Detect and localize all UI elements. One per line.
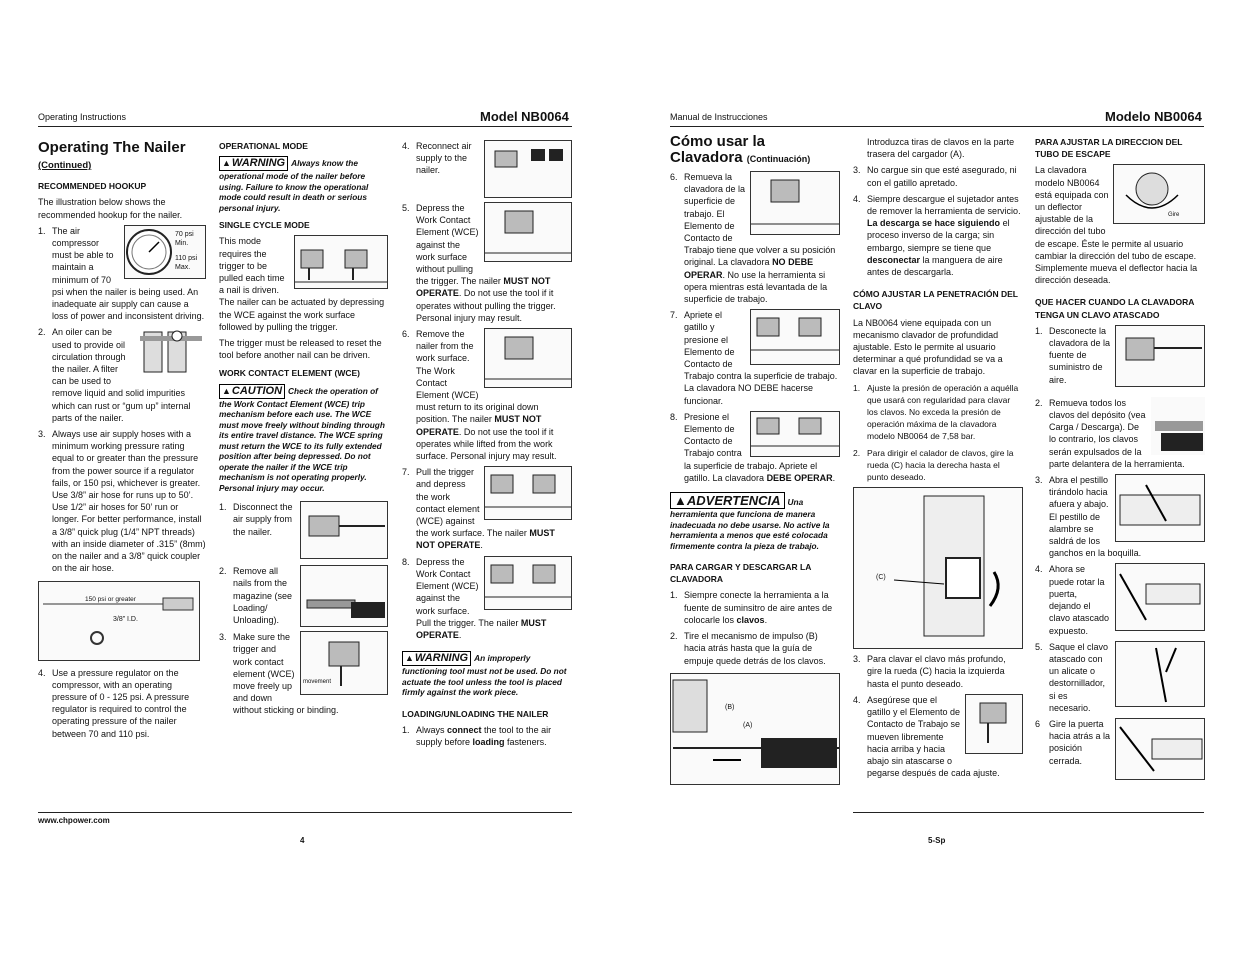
list-item: 1. Always connect the tool to the air supply before loading fasteners. <box>402 724 552 748</box>
pull-trigger-figure <box>484 466 572 520</box>
remove-nails-figure <box>300 565 388 627</box>
rec-heading: RECOMMENDED HOOKUP <box>38 181 147 192</box>
depth-intro: La NB0064 viene equipada con un mecanismo clavador de profundidad ajustable. Esto le permite al usuario determinar a qué profundidad se va a clavar en la superficie de trabajo. <box>853 317 1003 377</box>
website-link[interactable]: www.chpower.com <box>38 816 110 825</box>
hose-figure <box>38 581 200 661</box>
list-item: 1. Disconnect the air supply from the nailer. <box>219 501 388 561</box>
disconnect-figure <box>300 501 388 559</box>
page-number-right: 5-Sp <box>928 836 946 845</box>
list-item: 4. Reconnect air supply to the nailer. <box>402 140 572 198</box>
oiler-figure <box>138 326 206 378</box>
list-item: 7. Pull the trigger and depress the work contact element (WCE) against the work surface. The nailer MUST NOT OPERATE. <box>402 466 572 551</box>
gauge-figure <box>124 225 206 279</box>
presione-figure <box>750 411 840 457</box>
depth-dial-figure <box>853 487 1023 649</box>
list-item: 4. Siempre descargue el sujetador antes de remover la herramienta de servicio. La descarga se hace siguiendo el proceso inverso de la carga; sin embargo, siempre se tiene que desconectar la manguera de aire antes de descargarla. <box>853 193 1021 278</box>
list-item: 1. Desconecte la clavadora de la fuente de suministro de aire. <box>1035 325 1205 393</box>
list-item: 3. Always use air supply hoses with a minimum working pressure rating equal to or greater than the pressure from the power source if a regulator fails, or 150 psi, whichever is greater. Use 3/8” air hose for runs up to 50’. Use 1/2” air hoses for 50’ run or longer. For better performance, install a 3/8” quick plug (1/4” NPT threads) with an inside diameter of .315” (8mm) on the nailer and a 3/8” quick coupler on the air hose. <box>38 429 206 574</box>
list-item: 5. Saque el clavo atascado con un alicate o destornillador, si es necesario. <box>1035 641 1205 714</box>
list-item: 6. Remove the nailer from the work surface. The Work Contact Element (WCE) must return to its original down position. The nailer MUST NOT OPERATE. Do not use the tool if it operates while lifted from the work surface. Personal injury may result. <box>402 328 572 462</box>
list-item: 2. Para dirigir el calador de clavos, gire la rueda (C) hacia la derecha hasta el punto deseado. <box>853 447 1014 483</box>
model-title-es: Modelo NB0064 <box>1105 109 1202 124</box>
header-rule-es <box>670 126 1204 127</box>
section-title: Operating The Nailer <box>38 139 186 156</box>
rec-intro: The illustration below shows the recommended hookup for the nailer. <box>38 197 183 220</box>
remove-nailer-figure <box>484 328 572 388</box>
list-item: 1. Siempre conecte la herramienta a la fuente de suminsitro de aire antes de colocarle los clavos. <box>670 590 833 625</box>
jam-heading: QUE HACER CUANDO LA CLAVADORA TENGA UN CLAVO ATASCADO <box>1035 297 1195 320</box>
continued-label: (Continued) <box>38 160 92 171</box>
caution-triangle-icon: ▲ <box>222 385 231 396</box>
list-item: 8. Depress the Work Contact Element (WCE) against the work surface. Pull the trigger. The nailer MUST OPERATE. <box>402 556 572 641</box>
gauge-min-label: 70 psi Min. <box>175 230 194 247</box>
header-rule <box>38 126 572 127</box>
wce-warning: Check the operation of the Work Contact Element (WCE) trip mechanism before each use. The WCE must move freely without binding through its entire travel distance. The WCE spring must return the WCE to its fully extended position after being depressed. Do not operate the nailer if the WCE trip mechanism is not operating properly. Personal injury may occur. <box>219 385 385 493</box>
footer-rule-es <box>853 812 1204 813</box>
single-cycle-heading: SINGLE CYCLE MODE <box>219 220 310 231</box>
list-item: 3. Abra el pestillo tirándolo hacia afuera y abajo. El pestillo de alambre se saldrá de los ganchos en la boquilla. <box>1035 474 1205 559</box>
list-item: 2. Tire el mecanismo de impulso (B) hacia atrás hasta que la guía de empuje quede detrás de los clavos. <box>670 631 826 666</box>
label-a: (A) <box>743 721 753 729</box>
jam-remove-figure <box>1151 397 1205 455</box>
list-item: 3. Para clavar el clavo más profundo, gire la rueda (C) hacia la izquierda hasta el punto deseado. <box>853 654 1006 689</box>
list-item: 1. 70 psi Min. 110 psi Max. The air compressor must be able to maintain a minimum of 70 psi when the nailer is being used. An inadequate air supply can cause a loss of power and inconsistent driving. <box>38 225 205 322</box>
list-item: 2. An oiler can be used to provide oil circulation through the nailer. A filter can be used to remove liquid and solid impurities which can rust or “gum up” internal parts of the nailer. <box>38 326 206 424</box>
list-item: 8. Presione el Elemento de Contacto de Trabajo contra la superficie de trabajo. Apriete el gatillo. La clavadora DEBE OPERAR. <box>670 411 840 484</box>
advertencia-text: Una herramienta que funciona de manera inadecuada no debe usarse. No active la herramienta a menos que esté colocada firmemente contra la pieza de trabajo. <box>670 497 830 551</box>
loading-heading: LOADING/UNLOADING THE NAILER <box>402 708 549 719</box>
list-item: 3. No cargue sin que esté asegurado, ni con el gatillo apretado. <box>853 165 1017 188</box>
warning-triangle-icon: ▲ <box>222 158 231 169</box>
hose-label-psi: 150 psi or greater <box>85 595 136 603</box>
exhaust-figure <box>1113 164 1205 224</box>
right-col-1 <box>670 134 840 788</box>
warning-badge: ▲WARNING <box>219 156 288 171</box>
remove-clavadora-figure <box>750 171 840 235</box>
depth-heading: CÓMO AJUSTAR LA PENETRACIÓN DEL CLAVO <box>853 289 1018 312</box>
hose-label-id: 3/8” I.D. <box>113 615 138 623</box>
list-item: 3. movement Make sure the trigger and work contact element (WCE) move freely up and down without sticking or binding. <box>219 631 388 716</box>
op-mode-warning: Always know the operational mode of the nailer before using. Failure to know the operational mode could result in death or serious personal injury. <box>219 158 369 213</box>
close-door-figure <box>1115 718 1205 780</box>
single-cycle-text: This mode requires the trigger to be pulled each time a nail is driven. The nailer can be actuated by depressing the WCE against the work surface followed by pulling the trigger. <box>219 236 385 332</box>
list-item: 5. Depress the Work Contact Element (WCE) against the work surface without pulling the trigger. The nailer MUST NOT OPERATE. Do not use the tool if it operates without pulling the trigger. Personal injury may result. <box>402 202 572 324</box>
warning-triangle-icon: ▲ <box>405 653 414 664</box>
list-item: 4. Use a pressure regulator on the compressor, with an operating pressure of 0 - 125 psi. A pressure regulator is required to control the operating pressure of the nailer between 70 and 110 psi. <box>38 667 190 739</box>
warning-text-2: An improperly functioning tool must not be used. Do not actuate the tool unless the tool is placed firmly against the work piece. <box>402 653 567 698</box>
left-col-1 <box>38 140 206 744</box>
apriete-figure <box>750 309 840 365</box>
advertencia-badge: ▲ADVERTENCIA <box>670 492 785 509</box>
left-col-2 <box>219 140 388 721</box>
insert-strips-text: Introduzca tiras de clavos en la parte trasera del cargador (A). <box>867 137 1015 160</box>
gauge-max-label: 110 psi Max. <box>175 254 198 271</box>
model-title: Model NB0064 <box>480 109 569 124</box>
trigger-text: The trigger must be released to reset the tool before another nail can be driven. <box>219 338 382 361</box>
page-number-left: 4 <box>300 836 305 845</box>
op-mode-heading: OPERATIONAL MODE <box>219 141 308 151</box>
left-col-3 <box>402 140 572 752</box>
jam-disconnect-figure <box>1115 325 1205 387</box>
warning-badge: ▲WARNING <box>402 651 471 666</box>
single-cycle-figure <box>294 235 388 289</box>
movement-figure <box>300 631 388 695</box>
list-item: 2. Remueva todos los clavos del depósito (vea Carga / Descarga). De lo contrario, los clavos serán expulsados de la parte delantera de la herramienta. <box>1035 397 1205 470</box>
adjust-check-figure <box>965 694 1023 754</box>
latch-figure <box>1115 474 1205 542</box>
list-item: 7. Apriete el gatillo y presione el Elemento de Contacto de Trabajo contra la superficie de trabajo. La clavadora NO DEBE hacerse funcionar. <box>670 309 840 407</box>
exhaust-heading: PARA AJUSTAR LA DIRECCION DEL TUBO DE ESCAPE <box>1035 137 1183 160</box>
caution-badge: ▲CAUTION <box>219 384 285 399</box>
must-operate-figure <box>484 556 572 610</box>
door-figure <box>1115 563 1205 631</box>
depress-wce-figure <box>484 202 572 262</box>
list-item: 2. Remove all nails from the magazine (see Loading/ Unloading). <box>219 565 388 627</box>
label-b: (B) <box>725 703 735 711</box>
right-col-2 <box>853 136 1023 783</box>
footer-rule <box>38 812 572 813</box>
wce-heading: WORK CONTACT ELEMENT (WCE) <box>219 368 361 379</box>
list-item: 6. Remueva la clavadora de la superficie de trabajo. El Elemento de Contacto de Trabajo tiene que volver a su posición original. La clavadora NO DEBE OPERAR. No use la herramienta si opera mientras está levantada de la superficie de trabajo. <box>670 171 840 305</box>
header-left: Operating Instructions <box>38 112 127 122</box>
list-item: 1. Ajuste la presión de operación a aquélla que usará con regularidad para clavar los clavos. No exceda la presión de operación máxima de la clavadora modelo NB0064 de 7,58 bar. <box>853 382 1019 442</box>
pliers-figure <box>1115 641 1205 707</box>
warning-triangle-icon: ▲ <box>674 493 687 509</box>
list-item: 4. Ahora se puede rotar la puerta, dejando el clavo atascado expuesto. <box>1035 563 1205 636</box>
section-title-es: Cómo usar la Clavadora (Continuación) <box>670 133 811 166</box>
label-c: (C) <box>876 574 886 582</box>
gire-label: Gire <box>1168 212 1180 219</box>
reconnect-figure <box>484 140 572 198</box>
magazine-figure <box>670 673 840 785</box>
load-heading-es: PARA CARGAR Y DESCARGAR LA CLAVADORA <box>670 562 812 585</box>
list-item: 4. Asegúrese que el gatillo y el Elemento de Contacto de Trabajo se mueven libremente hacia arriba y hacia abajo sin atascarse o pegarse después de cada ajuste. <box>853 694 1023 779</box>
movement-label: movement <box>303 679 332 686</box>
right-col-3: PARA AJUSTAR LA DIRECCION DEL TUBO DE ESCAPE Gire La clavadora modelo NB0064 está equipada con un deflector ajustable de la dirección del tubo de escape. Éste le permite al usuario cambiar la dirección del tubo de escape. Simplemente mueva el deflector hacia la dirección deseada. QUE HACER CUANDO LA CLAVADORA TENGA UN CLAVO ATASCADO 1. Desconecte la clavadora de la fuente de suministro de aire. 2. Remueva todos los clavos del depósito (vea Carga / Descarga). De lo contrario, los clavos serán expulsados de la parte delantera de la herramienta. 3. Abra el pestillo tirándolo hacia afuera y abajo. El pestillo de alambre se saldrá de los ganchos en la boquilla. 4. Ahora se puede rotar la puerta, dejando el clavo atascado expuesto. 5. Saque el clavo atascado con un alicate o destornillador, si es necesario. 6 Gire la puerta hacia atrás a la posición cerrada. <box>1035 136 1205 782</box>
list-item: 6 Gire la puerta hacia atrás a la posición cerrada. <box>1035 718 1205 767</box>
header-left-es: Manual de Instrucciones <box>670 112 768 122</box>
